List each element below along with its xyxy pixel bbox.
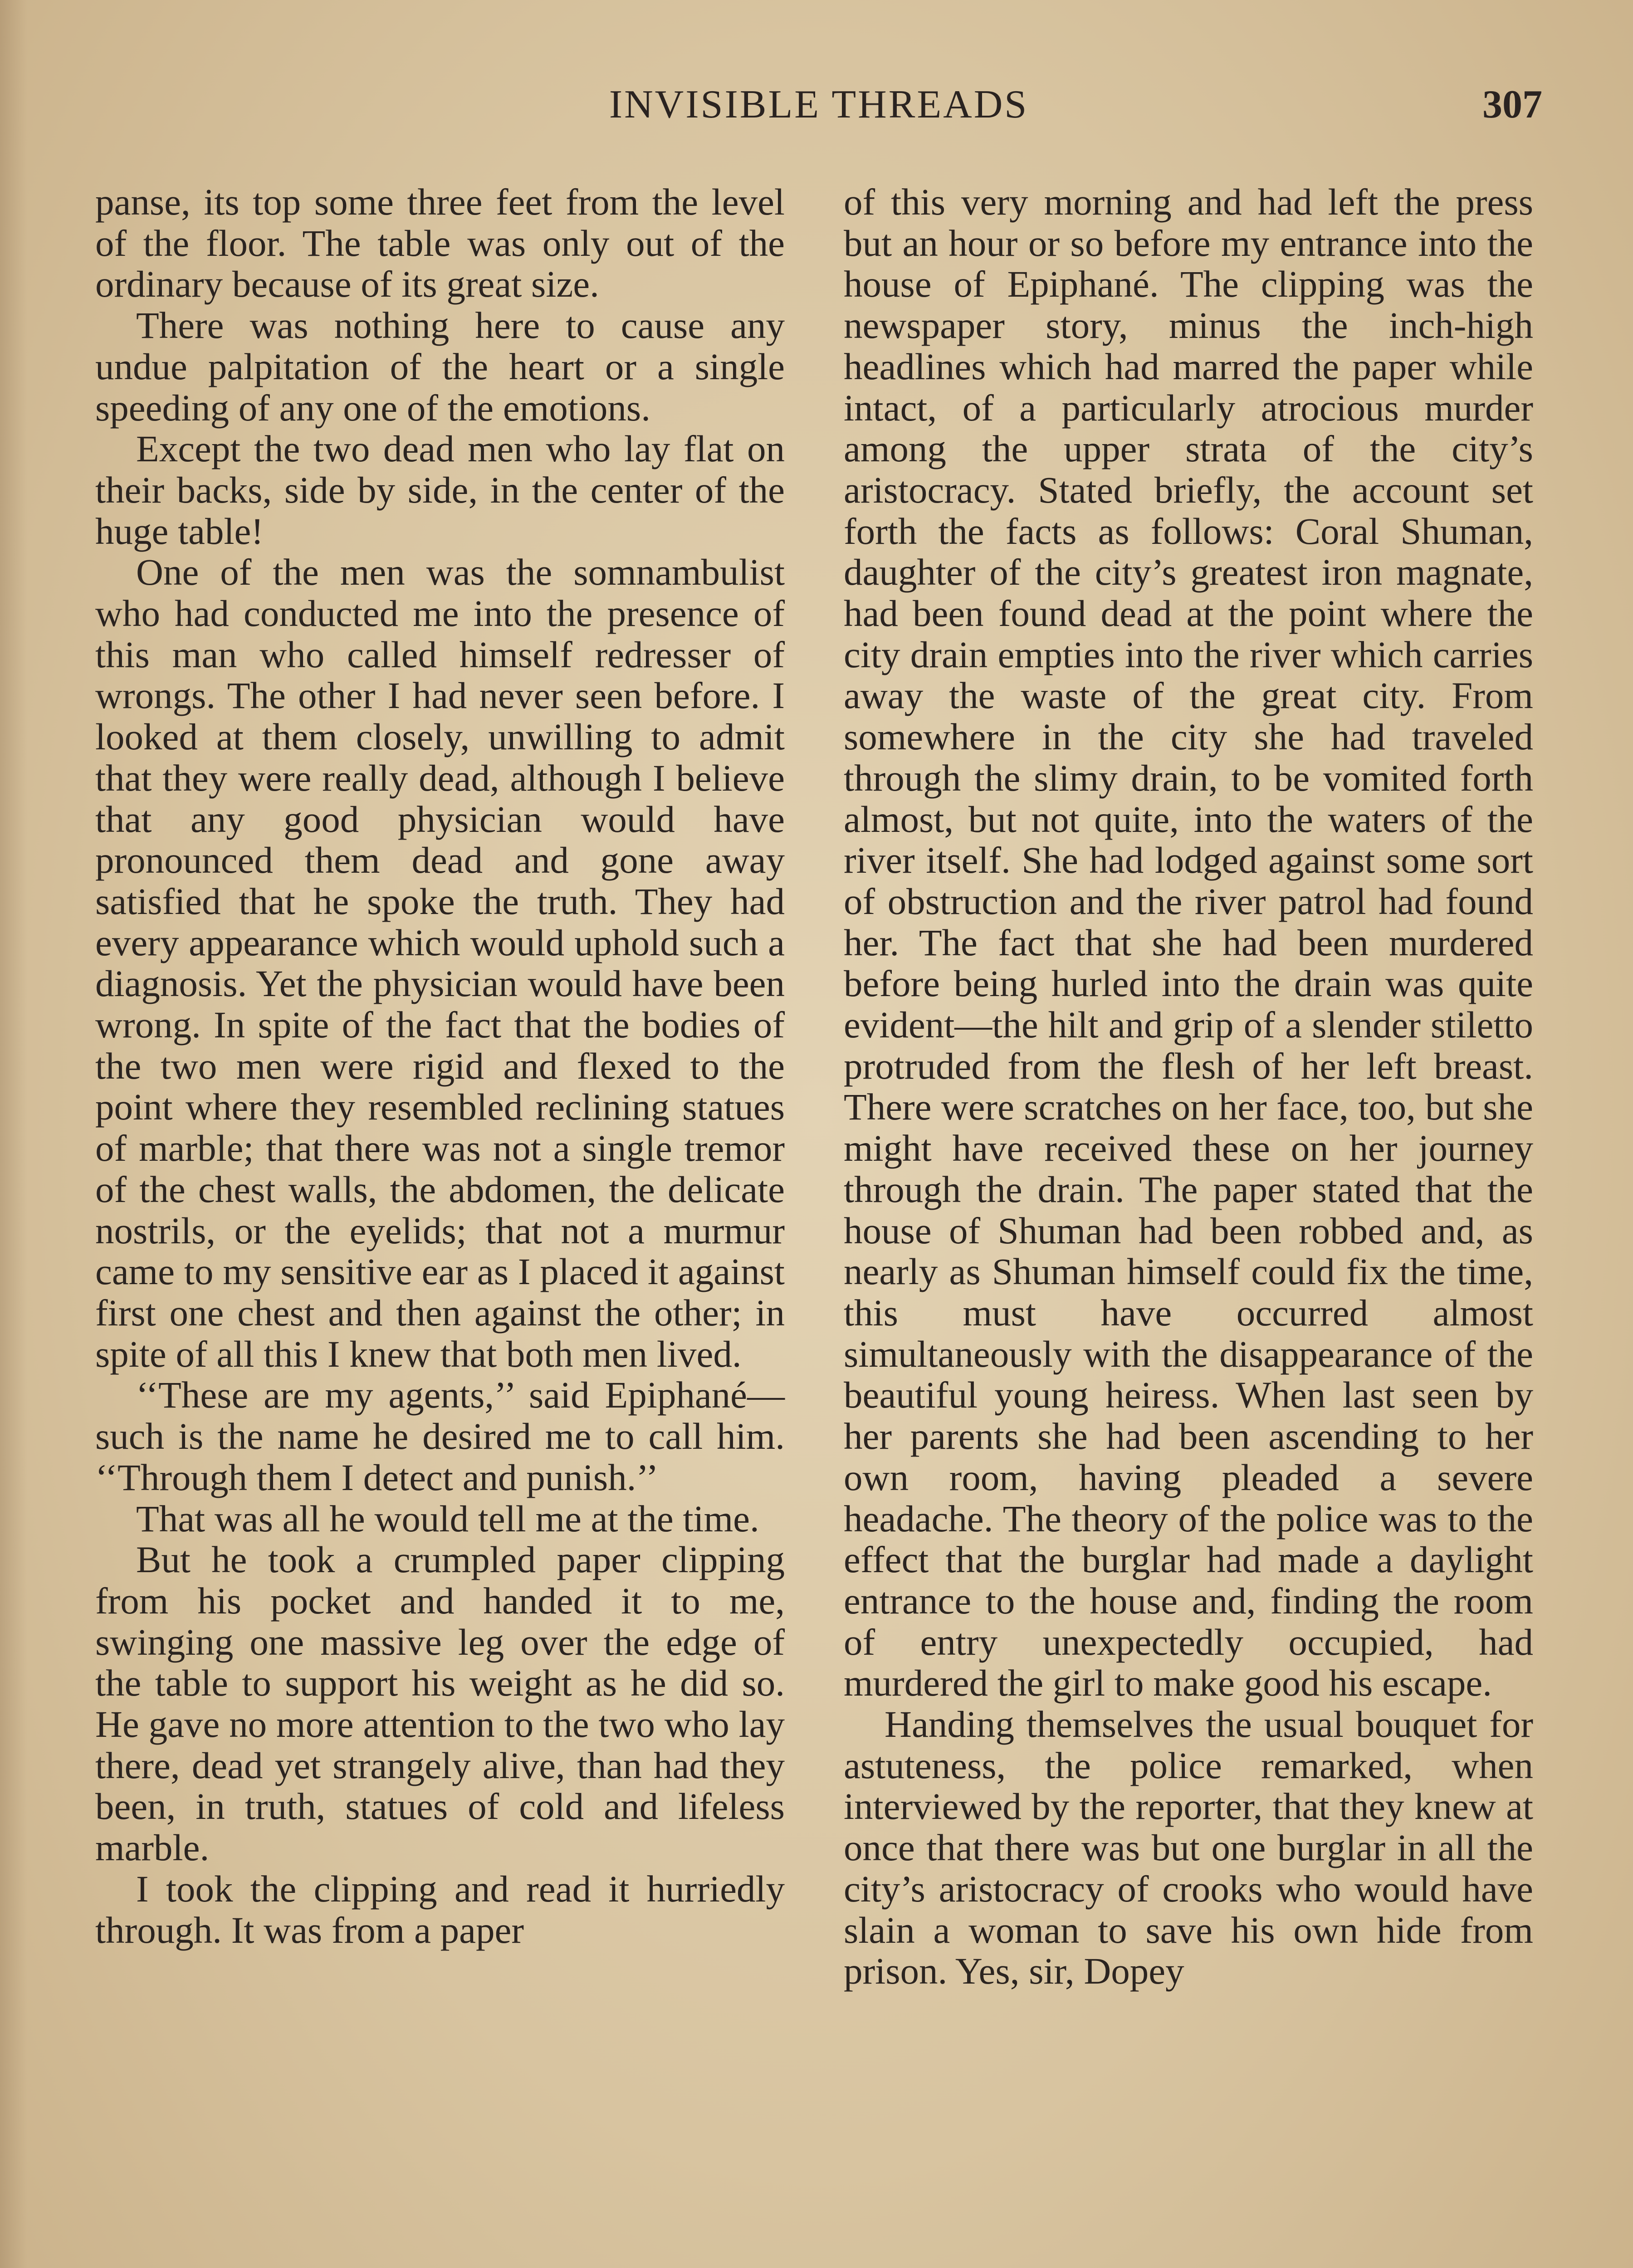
paragraph: Handing themselves the usual bouquet for astuteness, the police remarked, when interviewed by the reporter, that they knew at once that there was but one burglar in all the city’s aristocracy of crooks who would have slain a woman to save his own hide from prison. Yes, sir, Dopey [844,1703,1533,1992]
paragraph: I took the clipping and read it hurriedly through. It was from a paper [95,1867,785,1951]
paragraph: That was all he would tell me at the time. [136,1497,759,1540]
paragraph: panse, its top some three feet from the level of the floor. The table was only out of the ordinary because of its great size. [95,181,785,305]
paragraph: Except the two dead men who lay flat on their backs, side by side, in the center of the huge table! [95,428,785,552]
paragraph: There was nothing here to cause any undue palpitation of the heart or a single speeding of any one of the emotions. [95,304,785,429]
paragraph: of this very morning and had left the press but an hour or so before my entrance into the house of Epiphané. The clipping was the newspaper story, minus the inch-high headlines which had marred the paper while intact, of a particularly atrocious murder among the upper strata of the city’s aristocracy. Stated briefly, the account set forth the facts as follows: Coral Shuman, daughter of the city’s greatest iron magnate, had been found dead at the point where the city drain empties into the river which carries away the waste of the great city. From somewhere in the city she had traveled through the slimy drain, to be vomited forth almost, but not quite, into the waters of the river itself. She had lodged against some sort of obstruction and the river patrol had found her. The fact that she had been murdered before being hurled into the drain was quite evident—the hilt and grip of a slender stiletto protruded from the flesh of her left breast. There were scratches on her face, too, but she might have received these on her journey through the drain. The paper stated that the house of Shuman had been robbed and, as nearly as Shuman himself could fix the time, this must have occurred almost simultaneously with the disappearance of the beautiful young heiress. When last seen by her parents she had been ascending to her own room, having pleaded a severe headache. The theory of the police was to the effect that the burglar had made a daylight entrance to the house and, finding the room of entry unexpectedly occupied, had murdered the girl to make good his escape. [844,181,1533,1704]
right-column [844,181,1533,1992]
running-title: INVISIBLE THREADS [609,83,1029,127]
left-column [95,181,785,1950]
paragraph: ‘‘These are my agents,’’ said Epiphané—such is the name he desired me to call him. ‘‘Through them I detect and punish.’’ [95,1374,785,1498]
paragraph: One of the men was the somnambulist who had conducted me into the presence of this man who called himself redresser of wrongs. The other I had never seen before. I looked at them closely, unwilling to admit that they were really dead, although I believe that any good physician would have pronounced them dead and gone away satisfied that he spoke the truth. They had every appearance which would uphold such a diagnosis. Yet the physician would have been wrong. In spite of the fact that the bodies of the two men were rigid and flexed to the point where they resembled reclining statues of marble; that there was not a single tremor of the chest walls, the abdomen, the delicate nostrils, or the eyelids; that not a murmur came to my sensitive ear as I placed it against first one chest and then against the other; in spite of all this I knew that both men lived. [95,551,785,1375]
page-edge-shadow [0,0,27,2268]
page-header [95,82,1542,132]
page-number: 307 [1482,83,1542,127]
paragraph: But he took a crumpled paper clipping from his pocket and handed it to me, swinging one massive leg over the edge of the table to support his weight as he did so. He gave no more attention to the two who lay there, dead yet strangely alive, than had they been, in truth, statues of cold and lifeless marble. [95,1539,785,1869]
